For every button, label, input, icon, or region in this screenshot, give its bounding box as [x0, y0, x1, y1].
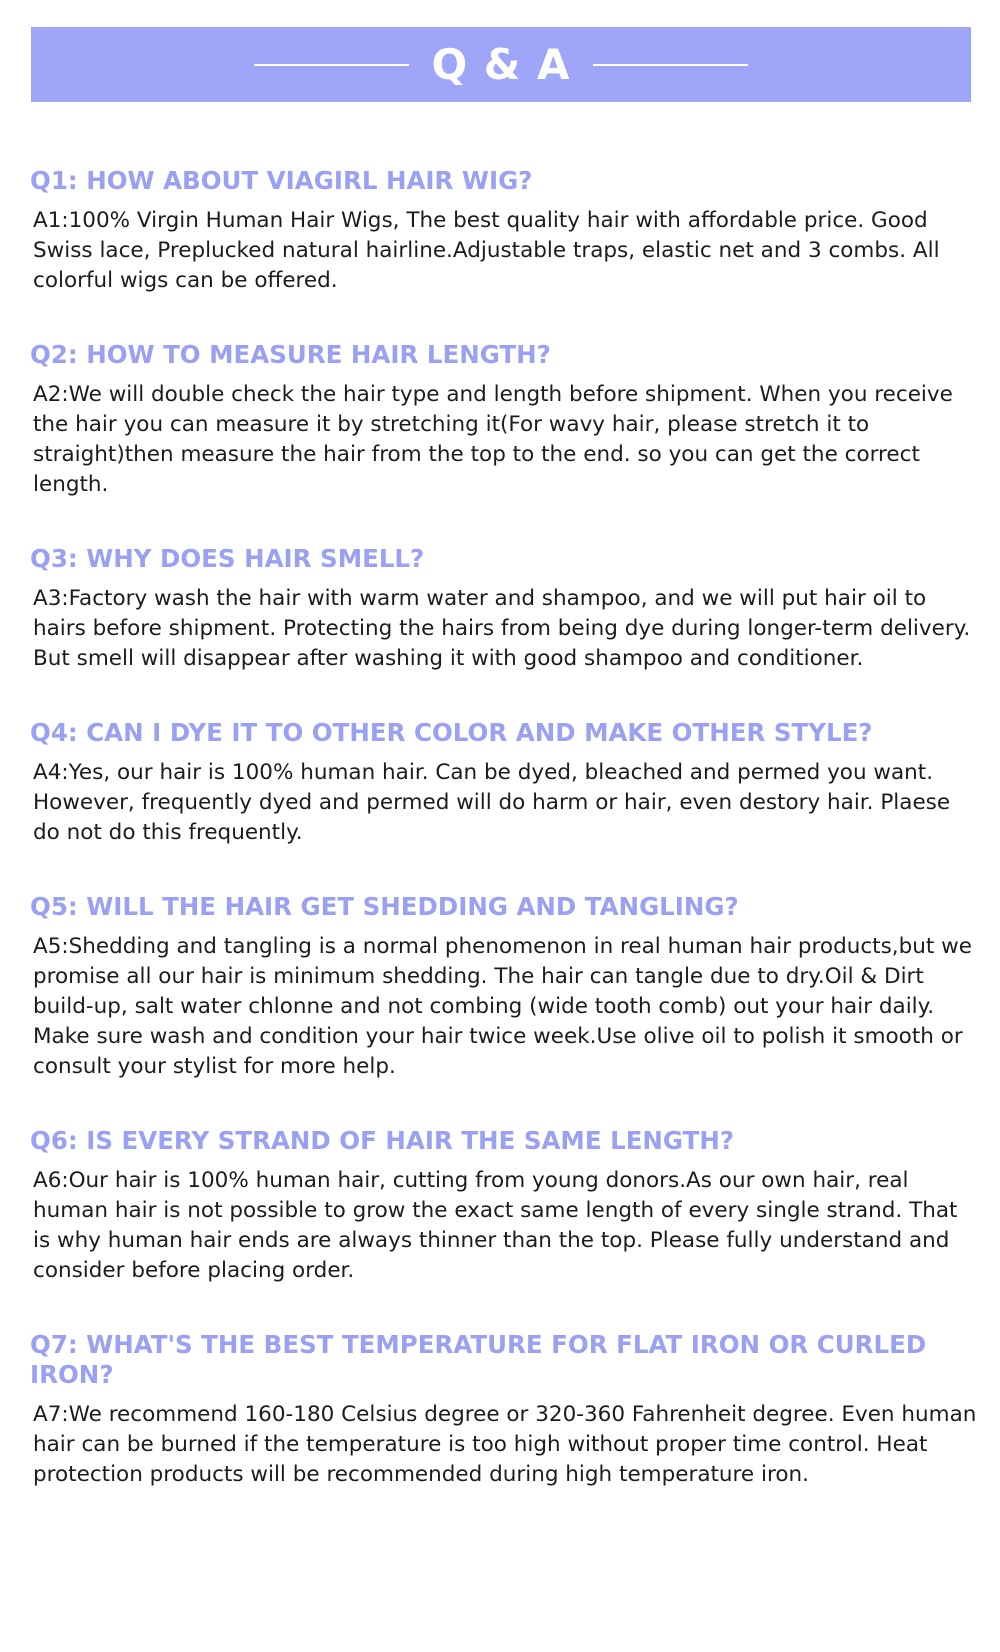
- faq-item-3: [30, 544, 980, 674]
- faq-question-2: Q2: HOW TO MEASURE HAIR LENGTH?: [30, 340, 551, 369]
- faq-item-7: [30, 1330, 980, 1490]
- faq-answer-7: A7:We recommend 160-180 Celsius degree or 320-360 Fahrenheit degree. Even human hair can be burned if the temperature is too high without proper time control. Heat protection products will be recommended during high temperature iron.: [33, 1402, 977, 1487]
- faq-question-1: Q1: HOW ABOUT VIAGIRL HAIR WIG?: [30, 166, 533, 195]
- faq-answer-1: A1:100% Virgin Human Hair Wigs, The best quality hair with affordable price. Good Swiss lace, Preplucked natural hairline.Adjustable traps, elastic net and 3 combs. All colorful wigs can be offered.: [33, 208, 940, 293]
- faq-answer-6: A6:Our hair is 100% human hair, cutting from young donors.As our own hair, real human hair is not possible to grow the exact same length of every single strand. That is why human hair ends are always thinner than the top. Please fully understand and consider before placing order.: [33, 1168, 958, 1283]
- qa-banner: [31, 27, 971, 102]
- banner-title: Q & A: [431, 39, 571, 89]
- banner-left-divider: [254, 64, 409, 66]
- faq-item-4: [30, 718, 980, 848]
- faq-question-3: Q3: WHY DOES HAIR SMELL?: [30, 544, 425, 573]
- faq-item-5: [30, 892, 980, 1082]
- faq-item-2: [30, 340, 980, 500]
- faq-question-7: Q7: WHAT'S THE BEST TEMPERATURE FOR FLAT IRON OR CURLED IRON?: [30, 1330, 927, 1389]
- faq-question-4: Q4: CAN I DYE IT TO OTHER COLOR AND MAKE OTHER STYLE?: [30, 718, 873, 747]
- faq-answer-4: A4:Yes, our hair is 100% human hair. Can be dyed, bleached and permed you want. However, frequently dyed and permed will do harm or hair, even destory hair. Plaese do not do this frequently.: [33, 760, 951, 845]
- faq-list: [30, 166, 980, 1534]
- faq-question-5: Q5: WILL THE HAIR GET SHEDDING AND TANGLING?: [30, 892, 739, 921]
- faq-answer-2: A2:We will double check the hair type and length before shipment. When you receive the hair you can measure it by stretching it(For wavy hair, please stretch it to straight)then measure the hair from the top to the end. so you can get the correct length.: [33, 382, 953, 497]
- faq-answer-5: A5:Shedding and tangling is a normal phenomenon in real human hair products,but we promise all our hair is minimum shedding. The hair can tangle due to dry.Oil & Dirt build-up, salt water chlonne and not combing (wide tooth comb) out your hair daily. Make sure wash and condition your hair twice week.Use olive oil to polish it smooth or consult your stylist for more help.: [33, 934, 972, 1079]
- banner-right-divider: [593, 64, 748, 66]
- faq-answer-3: A3:Factory wash the hair with warm water and shampoo, and we will put hair oil to hairs before shipment. Protecting the hairs from being dye during longer-term delivery. But smell will disappear after washing it with good shampoo and conditioner.: [33, 586, 971, 671]
- faq-item-1: [30, 166, 980, 296]
- faq-item-6: [30, 1126, 980, 1286]
- faq-question-6: Q6: IS EVERY STRAND OF HAIR THE SAME LENGTH?: [30, 1126, 735, 1155]
